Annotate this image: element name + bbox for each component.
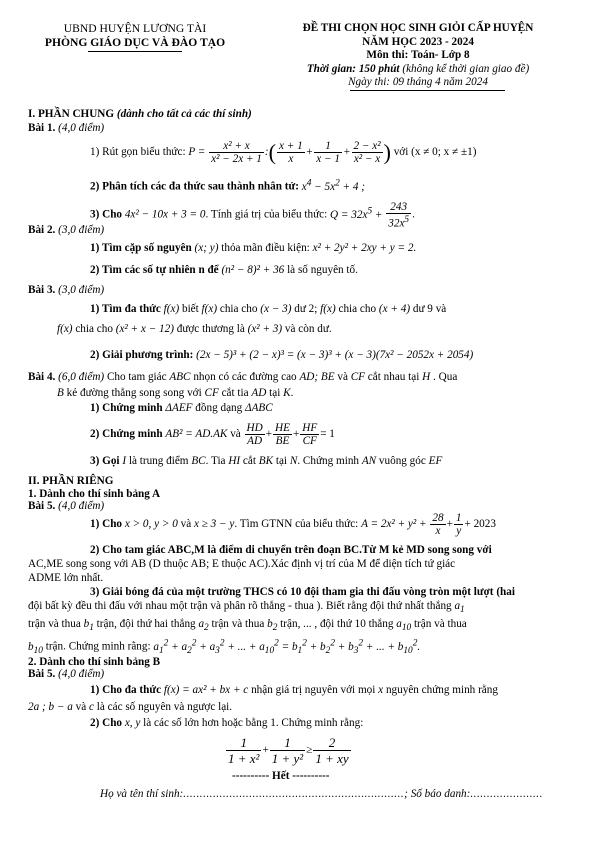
- b3q1-c: chia cho: [219, 303, 258, 315]
- department-name: PHÒNG GIÁO DỤC VÀ ĐÀO TẠO: [44, 36, 226, 49]
- bai5a-score: (4,0 điểm): [58, 500, 105, 512]
- bai4-text6: cắt tia: [221, 387, 249, 399]
- b4q2-b: và: [230, 428, 241, 440]
- b1q2-text: 2) Phân tích các đa thức sau thành nhân tử:: [90, 180, 299, 193]
- footer-sbd-dots: ......................: [470, 788, 543, 800]
- a3-line3e: trận và thua: [413, 618, 467, 630]
- bai3-heading: [28, 283, 104, 297]
- b-q1-line1: 1) Cho đa thức f(x) = ax² + bx + c nhận giá trị nguyên với mọi x nguyên chứng minh rằng: [90, 684, 498, 696]
- b1q3-b: . Tính giá trị của biểu thức:: [205, 208, 328, 221]
- frac: $\frac{\text{x² + x}}{\text{x² − 2x + 1}}$: [211, 139, 262, 165]
- b2q1-text: 1) Tìm cặp số nguyên: [90, 242, 192, 254]
- b4q2-text: 2) Chứng minh: [90, 428, 163, 440]
- a-q2-line3: ADME lớn nhất.: [28, 572, 104, 584]
- a3-line3a: trận và thua: [28, 618, 81, 630]
- bai1-q1: [90, 138, 476, 166]
- b1q1-cond: với (x ≠ 0; x ≠ ±1): [393, 146, 477, 158]
- bai4-text3: cắt nhau tại: [367, 371, 420, 383]
- b-q2: 2) Cho x, y là các số lớn hơn hoặc bằng 1. Chứng minh rằng:: [90, 717, 364, 729]
- a3-line1: 3) Giải bóng đá của một trường THCS có 10 đội tham gia thi đấu vòng tròn một lượt (hai: [90, 586, 515, 598]
- b2q2-b: là số nguyên tố.: [287, 264, 358, 276]
- part2-title: II. PHẦN RIÊNG: [28, 475, 114, 487]
- time-label: Thời gian: 150 phút: [306, 62, 400, 75]
- bai4-line1: Bài 4. (6,0 điểm) Cho tam giác ABC nhọn có các đường cao AD; BE và CF cắt nhau tại H . Qua: [28, 371, 458, 383]
- bai4-text4: . Qua: [433, 371, 458, 383]
- bai3-q2: 2) Giải phương trình: (2x − 5)³ + (2 − x)³ = (x − 3)³ + (x − 3)(7x² − 2052x + 2054): [90, 349, 474, 361]
- bai2-title: Bài 2.: [28, 224, 56, 236]
- a-q3-line4: $b_{10}$ trận. Chứng minh rằng: $a_1^2 + a_2^2 + a_3^2$ + ... + $a_{10}^2 = b_1^2 + b_2^2 + b_3^2$ + ... + $b_{10}^2$.: [28, 638, 421, 656]
- b3q1-i: và còn dư.: [284, 323, 332, 335]
- a-q2-line1: [90, 543, 492, 557]
- bai4-text2: nhọn có các đường cao: [193, 371, 297, 383]
- b1-line2c: là các số nguyên và ngược lại.: [96, 701, 233, 713]
- district-name: UBND HUYỆN LƯƠNG TÀI: [63, 22, 207, 35]
- b3q1-g: chia cho: [75, 323, 113, 335]
- part1-title: I. PHẦN CHUNG: [28, 108, 115, 120]
- b4q3-c: . Tia: [205, 455, 226, 467]
- header-right: [258, 22, 578, 90]
- b4q1-text: 1) Chứng minh: [90, 402, 163, 414]
- a-q2-line2: AC,ME song song với AB (D thuộc AB; E thuộc AC).Xác định vị trí của M để diện tích tứ giác: [28, 558, 456, 570]
- a1-b: và: [180, 518, 192, 530]
- bai3-score: (3,0 điểm): [58, 284, 105, 296]
- exam-title: ĐỀ THI CHỌN HỌC SINH GIỎI CẤP HUYỆN: [302, 22, 534, 34]
- school-year: NĂM HỌC 2023 - 2024: [362, 35, 474, 48]
- b4q3-f: . Chứng minh: [297, 455, 360, 467]
- b4q3-e: tại: [275, 455, 288, 467]
- bai4-text7: tại: [269, 387, 281, 399]
- b1-c: nguyên chứng minh rằng: [385, 684, 498, 696]
- bai2-score: (3,0 điểm): [58, 224, 105, 236]
- b-q1-line2: 2a ; b − a và c là các số nguyên và ngược lại.: [28, 701, 233, 713]
- bai3-q1-line2: f(x) chia cho (x² + x − 12) được thương là (x² + 3) và còn dư.: [57, 323, 332, 335]
- b2-b: là các số lớn hơn hoặc bằng 1. Chứng minh rằng:: [143, 717, 364, 729]
- a3-line3c: trận và thua: [211, 618, 265, 630]
- bai1-q2: 2) Phân tích các đa thức sau thành nhân tử: $x^4 - 5x^2 + 4$ ;: [90, 178, 366, 193]
- a-q3-line1: [90, 585, 515, 599]
- bai1-heading: [28, 121, 104, 135]
- bai3-q1-line1: 1) Tìm đa thức f(x) biết f(x) chia cho (x − 3) dư 2; f(x) chia cho (x + 4) dư 9 và: [90, 303, 447, 315]
- b3q1-h: được thương là: [176, 323, 245, 335]
- bai4-line2: B kẻ đường thẳng song song với CF cắt tia AD tại K.: [57, 387, 294, 399]
- sec-b-title: 2. Dành cho thí sinh bảng B: [28, 656, 161, 668]
- bai4-q3: 3) Gọi I là trung điểm BC. Tia HI cắt BK tại N. Chứng minh AN vuông góc EF: [90, 455, 443, 467]
- bai4-q1: 1) Chứng minh ΔAEF đồng dạng ΔABC: [90, 402, 273, 414]
- bai2-q2: 2) Tìm các số tự nhiên n để (n² − 8)² + 36 là số nguyên tố.: [90, 264, 358, 276]
- bai4-title: Bài 4.: [28, 371, 56, 383]
- sec-a-title: 1. Dành cho thí sinh bảng A: [28, 488, 161, 500]
- b1q3-a: 3) Cho: [90, 208, 123, 221]
- exam-date: Ngày thi: 09 tháng 4 năm 2024: [348, 76, 488, 88]
- bai4-text5: kẻ đường thẳng song song với: [66, 387, 202, 399]
- footer-sbd-label: ; Số báo danh:: [404, 788, 471, 800]
- bai5a-title: Bài 5.: [28, 500, 56, 512]
- a2-line1: 2) Cho tam giác ABC,M là điểm di chuyển trên đoạn BC.Từ M kẻ MD song song với: [90, 544, 492, 556]
- subject: Môn thi: Toán- Lớp 8: [366, 49, 470, 61]
- b4q3-text: 3) Gọi: [90, 455, 120, 467]
- b1q1-expr: P = $\frac{\text{x² + x}}{\text{x² − 2x + 1}}$ :( $\frac{x + 1}{x}$ + $\frac{1}{x - 1}$ + $\frac{\text{2 − x²}}{\text{x² − x}}$ ): [188, 139, 391, 165]
- end-marker: ---------- Hết ----------: [232, 770, 330, 782]
- b2q2-a: 2) Tìm các số tự nhiên n để: [90, 264, 219, 276]
- exam-time: [258, 63, 578, 77]
- a1-c: . Tìm GTNN của biểu thức:: [234, 518, 359, 530]
- b3q1-a: 1) Tìm đa thức: [90, 303, 161, 315]
- header-left-underline: [88, 51, 182, 52]
- b3q1-f: dư 9 và: [412, 303, 447, 315]
- a-q3-line3: trận và thua $b_1$ trận, đội thứ hai thắng $a_2$ trận và thua $b_2$ trận, ... , đội thứ 10 thắng $a_{10}$ trận và thua: [28, 618, 467, 634]
- a3-line3d: trận, ... , đội thứ 10 thắng: [280, 618, 394, 630]
- b1-line2b: và: [75, 701, 87, 713]
- b3q2-text: 2) Giải phương trình:: [90, 349, 194, 361]
- b4q1-b: đồng dạng: [195, 402, 243, 414]
- a3-line3b: trận, đội thứ hai thắng: [96, 618, 196, 630]
- footer-name-label: Họ và tên thí sinh:: [100, 788, 184, 800]
- part1-note: (dành cho tất cả các thí sinh): [116, 108, 252, 120]
- bai3-title: Bài 3.: [28, 284, 56, 296]
- footer: [100, 787, 543, 801]
- time-note: (không kể thời gian giao đề): [402, 62, 530, 75]
- part1-heading: [28, 107, 252, 121]
- b1-b: nhận giá trị nguyên với mọi: [251, 684, 376, 696]
- b3q1-d: dư 2;: [294, 303, 318, 315]
- b2q1-b: thỏa mãn điều kiện:: [221, 242, 310, 254]
- b4q3-b: là trung điểm: [128, 455, 189, 467]
- a-q1: 1) Cho x > 0, y > 0 và x ≥ 3 − y. Tìm GTNN của biểu thức: A = 2x² + y² + $\frac{28}{x}$ + $\frac{1}{y}$ + 2023: [90, 511, 496, 537]
- bai5b-title: Bài 5.: [28, 668, 56, 680]
- b2-a: 2) Cho: [90, 717, 123, 729]
- b3q1-b: biết: [181, 303, 199, 315]
- bai4-text1: Cho tam giác: [106, 371, 167, 383]
- bai2-heading: [28, 223, 104, 237]
- b4q3-d: cắt: [242, 455, 256, 467]
- a3-line2: đội bất kỳ đều thi đấu với nhau một trận và phân rõ thắng - thua ). Biết rằng đội thứ nhất thắng: [28, 600, 452, 612]
- bai1-score: (4,0 điểm): [58, 122, 105, 134]
- b3q1-e: chia cho: [338, 303, 377, 315]
- bai5b-heading: [28, 667, 104, 681]
- bai5b-score: (4,0 điểm): [58, 668, 105, 680]
- bai2-q1: 1) Tìm cặp số nguyên (x; y) thỏa mãn điều kiện: x² + 2y² + 2xy + y = 2.: [90, 242, 417, 254]
- header-left: [25, 22, 245, 50]
- bai4-score: (6,0 điểm): [58, 371, 105, 383]
- bai1-title: Bài 1.: [28, 122, 56, 134]
- footer-name-dots: ...................................................................: [183, 788, 405, 800]
- a1-a: 1) Cho: [90, 518, 123, 530]
- bai1-q3: 3) Cho 4x² − 10x + 3 = 0. Tính giá trị của biểu thức: $Q = 32x^5$ + $\frac{243}{32x^5}$ .: [90, 200, 415, 230]
- bai4-q2: 2) Chứng minh AB² = AD.AK và $\frac{HD}{AD}$ + $\frac{HE}{BE}$ + $\frac{HF}{CF}$ = 1: [90, 421, 335, 447]
- b1-a: 1) Cho đa thức: [90, 684, 162, 696]
- b1q1-label: 1) Rút gọn biểu thức:: [90, 146, 186, 158]
- a3-line4a: trận. Chứng minh rằng:: [45, 640, 151, 653]
- b-q2-inequality: $\frac{1}{\text{1 + x²}}$ + $\frac{1}{\text{1 + y²}}$ ≥ $\frac{2}{1 + xy}$: [228, 734, 349, 766]
- header-right-underline: [350, 90, 505, 91]
- a-q3-line2: đội bất kỳ đều thi đấu với nhau một trận và phân rõ thắng - thua ). Biết rằng đội thứ nhất thắng $a_1$: [28, 600, 465, 616]
- b4q3-g: vuông góc: [378, 455, 426, 467]
